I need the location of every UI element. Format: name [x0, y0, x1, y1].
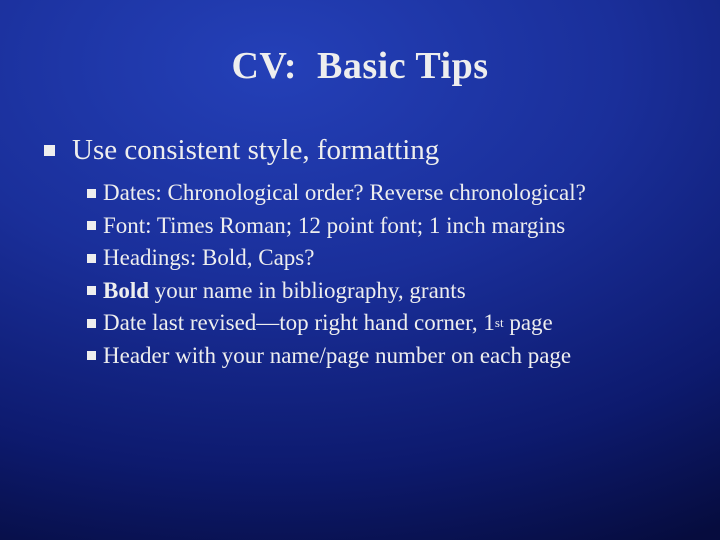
main-bullet: [44, 134, 439, 167]
main-bullet-text: Use consistent style, formatting: [72, 134, 440, 166]
sub-bullet-text: Dates: Chronological order? Reverse chronological?: [103, 180, 586, 206]
sub-bullet-item: [87, 177, 586, 210]
sub-bullet-item: [87, 210, 586, 243]
slide-title: CV: Basic Tips: [231, 45, 489, 87]
sub-bullet-text: Font: Times Roman; 12 point font; 1 inch margins: [103, 212, 566, 238]
sub-bullet-item: Date last revised—top right hand corner, 1 st page: [87, 307, 586, 340]
sub-bullet-text: your name in bibliography, grants: [149, 277, 466, 303]
square-bullet-icon: [87, 351, 96, 360]
square-bullet-icon: [87, 286, 96, 295]
sub-bullet-text: Date last revised—top right hand corner, 1: [103, 310, 495, 336]
square-bullet-icon: [44, 145, 55, 156]
sub-bullet-text: Header with your name/page number on each page: [103, 342, 572, 368]
square-bullet-icon: [87, 189, 96, 198]
sub-bullet-item: [87, 340, 586, 373]
square-bullet-icon: [87, 254, 96, 263]
sub-bullet-text: Headings: Bold, Caps?: [103, 245, 315, 271]
sub-bullet-bold-text: Bold: [103, 277, 150, 303]
square-bullet-icon: [87, 221, 96, 230]
square-bullet-icon: [87, 319, 96, 328]
sub-bullet-text-end: page: [503, 310, 553, 336]
sub-bullet-item: [87, 242, 586, 275]
sub-bullet-list: [87, 177, 586, 372]
sub-bullet-item: [87, 275, 586, 308]
